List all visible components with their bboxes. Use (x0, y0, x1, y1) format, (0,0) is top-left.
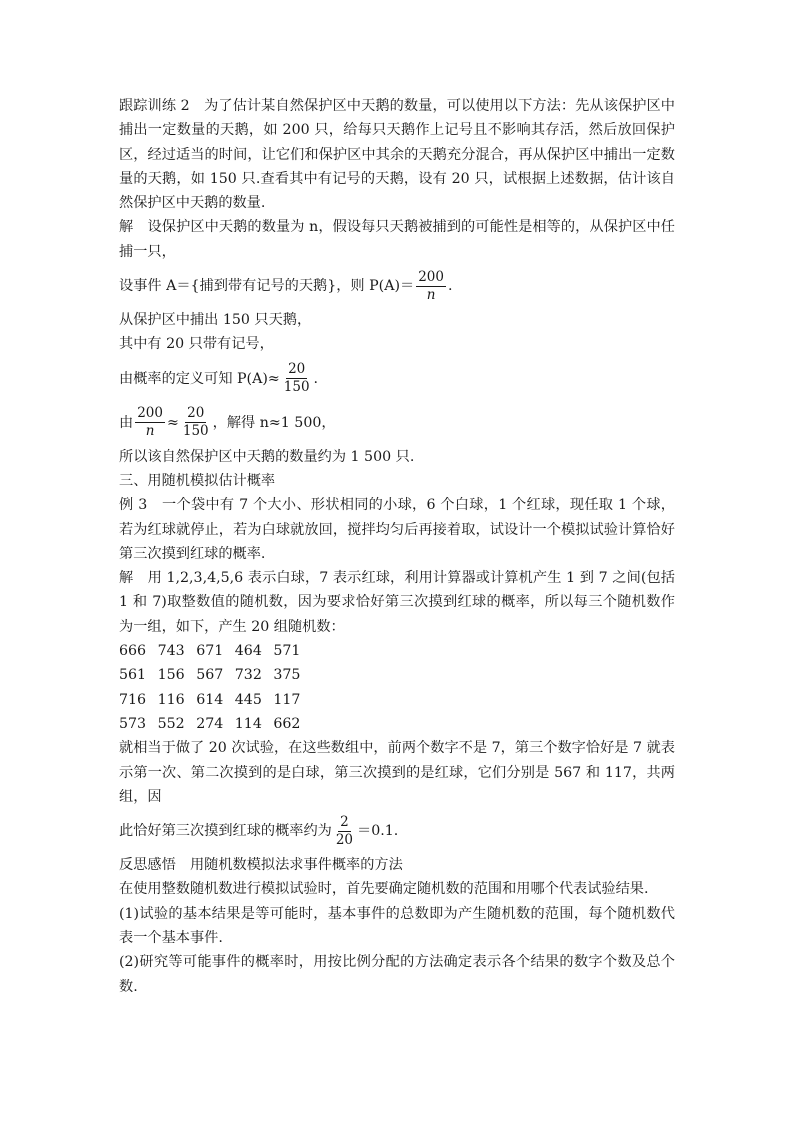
table-cell: 375 (273, 667, 301, 684)
event-prefix: 设事件 A＝{捕到带有记号的天鹅}，则 P(A)＝ (119, 277, 415, 294)
reflection-intro: 在使用整数随机数进行模拟试验时，首先要确定随机数的范围和用哪个代表试验结果. (119, 881, 649, 898)
probability-result-line (119, 809, 675, 853)
table-row (119, 712, 675, 736)
event-definition-line (119, 264, 675, 308)
table-cell: 156 (157, 667, 185, 684)
table-cell: 464 (234, 643, 262, 660)
def-fraction-numerator: 20 (288, 361, 306, 378)
table-cell: 116 (157, 691, 185, 708)
event-fraction-numerator: 200 (418, 268, 444, 285)
table-cell: 274 (196, 715, 224, 732)
solution1-intro: 解 设保护区中天鹅的数量为 n，假设每只天鹅被捕到的可能性是相等的，从保护区中任捕一只， (119, 219, 675, 260)
def-suffix: . (313, 370, 319, 387)
eq-prefix: 由 (119, 414, 134, 431)
def-fraction (282, 361, 312, 396)
eq-fraction-2 (181, 405, 211, 440)
table-cell: 552 (157, 715, 185, 732)
solution1-line2: 从保护区中捕出 150 只天鹅， (119, 312, 312, 329)
solution2-text: 解 用 1,2,3,4,5,6 表示白球，7 表示红球，利用计算器或计算机产生 1 到 7 之间(包括 1 和 7)取整数值的随机数，因为要求恰好第三次摸到红球的概率，所以每三个随机数作为一组，如下，产生 20 组随机数： (119, 570, 675, 635)
event-fraction (416, 269, 446, 304)
event-fraction-denominator: n (426, 286, 436, 303)
table-cell: 743 (157, 643, 185, 660)
table-cell: 571 (273, 643, 301, 660)
equation-line (119, 401, 675, 445)
prob-prefix: 此恰好第三次摸到红球的概率约为 (119, 822, 332, 839)
reflection-item-1: (1)试验的基本结果是等可能时，基本事件的总数即为产生随机数的范围，每个随机数代表一个基本事件. (119, 905, 675, 947)
table-row (119, 663, 675, 687)
table-cell: 117 (273, 691, 301, 708)
table-cell: 614 (196, 691, 224, 708)
def-fraction-denominator: 150 (283, 379, 310, 396)
prob-fraction-denominator: 20 (335, 831, 354, 848)
table-cell: 114 (234, 715, 262, 732)
table-cell: 716 (119, 691, 147, 708)
event-suffix: . (447, 277, 453, 294)
solution2-after-text: 就相当于做了 20 次试验，在这些数组中，前两个数字不是 7，第三个数字恰好是 7 就表示第一次、第二次摸到的是白球，第三次摸到的是红球，它们分别是 567 和 117，共两组，因 (119, 740, 675, 805)
def-prefix: 由概率的定义可知 P(A)≈ (119, 370, 280, 387)
table-cell: 732 (234, 667, 262, 684)
solution1-line3: 其中有 20 只带有记号， (119, 336, 274, 353)
table-cell: 671 (196, 643, 224, 660)
table-cell: 666 (119, 643, 147, 660)
table-cell: 567 (196, 667, 224, 684)
eq-fraction-1-denominator: n (145, 423, 155, 440)
probability-definition-line (119, 357, 675, 401)
eq-fraction-1 (135, 405, 165, 440)
prob-suffix: ＝0.1. (357, 822, 399, 839)
table-cell: 662 (273, 715, 301, 732)
eq-suffix: ，解得 n≈1 500， (212, 414, 336, 431)
reflection-item-2: (2)研究等可能事件的概率时，用按比例分配的方法确定表示各个结果的数字个数及总个数. (119, 954, 675, 995)
random-number-table (119, 639, 675, 736)
table-cell: 573 (119, 715, 147, 732)
table-row (119, 688, 675, 712)
eq-mid: ≈ (166, 414, 179, 431)
table-cell: 561 (119, 667, 147, 684)
page-content (119, 94, 675, 999)
prob-fraction-numerator: 2 (340, 813, 349, 830)
reflection-title: 反思感悟 用随机数模拟法求事件概率的方法 (119, 857, 403, 874)
solution1-conclusion: 所以该自然保护区中天鹅的数量约为 1 500 只. (119, 448, 415, 465)
table-cell: 445 (234, 691, 262, 708)
eq-fraction-2-numerator: 20 (187, 405, 205, 422)
eq-fraction-1-numerator: 200 (137, 405, 163, 422)
section-heading: 三、用随机模拟估计概率 (119, 472, 276, 489)
example3-text: 例 3 一个袋中有 7 个大小、形状相同的小球，6 个白球，1 个红球，现任取 1 个球，若为红球就停止，若为白球就放回，搅拌均匀后再接着取，试设计一个模拟试验计算恰好第三次摸到红球的概率. (119, 497, 675, 562)
prob-fraction (334, 814, 355, 849)
eq-fraction-2-denominator: 150 (182, 423, 209, 440)
exercise-text: 跟踪训练 2 为了估计某自然保护区中天鹅的数量，可以使用以下方法：先从该保护区中捕出一定数量的天鹅，如 200 只，给每只天鹅作上记号且不影响其存活，然后放回保护区，经过适当的时间，让它们和保护区中其余的天鹅充分混合，再从保护区中捕出一定数量的天鹅，如 150 只.查看其中有记号的天鹅，设有 20 只，试根据上述数据，估计该自然保护区中天鹅的数量. (119, 98, 675, 212)
table-row (119, 639, 675, 663)
